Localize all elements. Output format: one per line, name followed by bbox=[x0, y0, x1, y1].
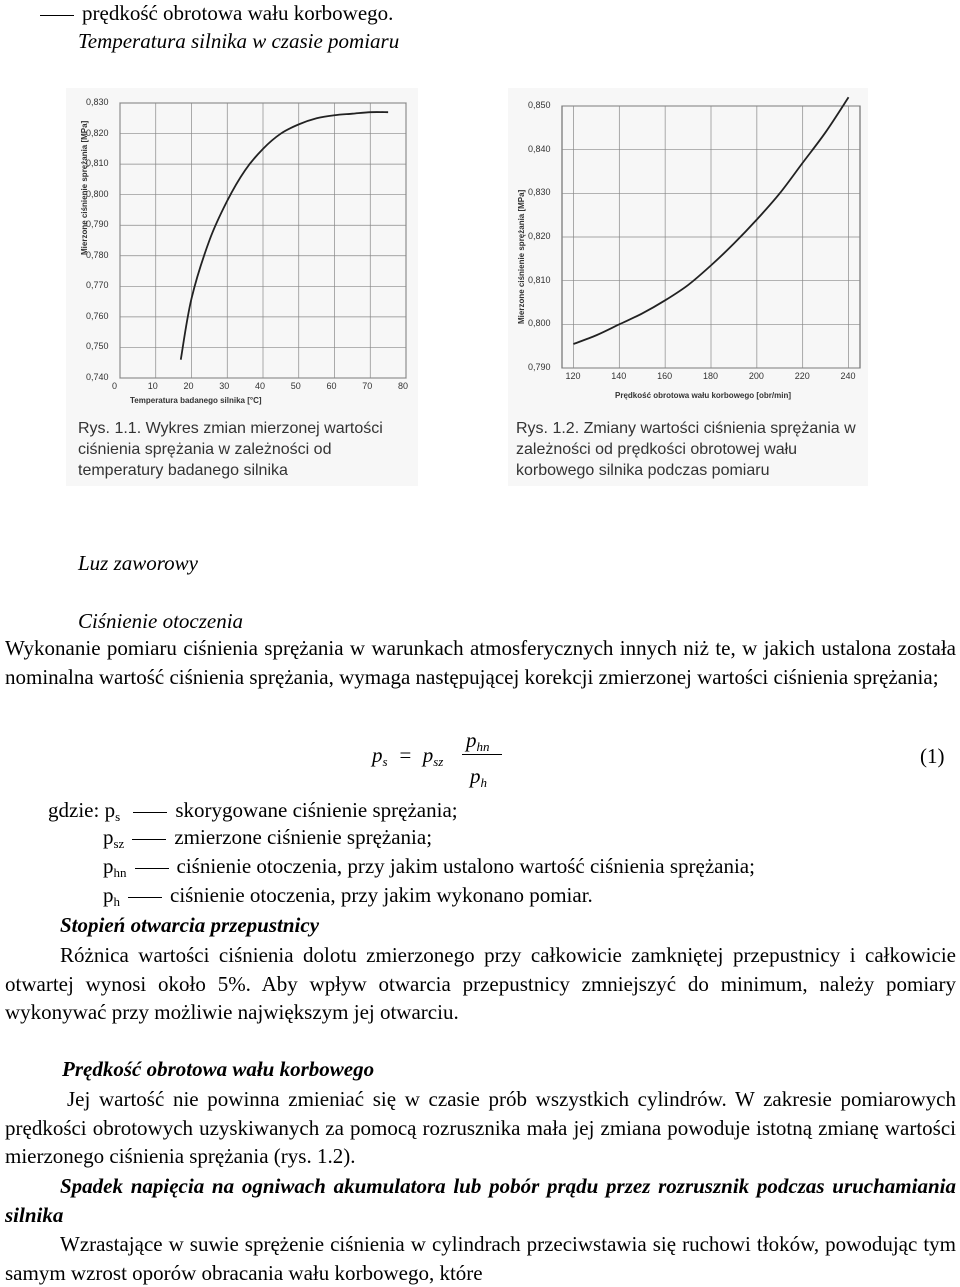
figure-1-chart bbox=[66, 88, 418, 418]
definition-symbol-sub: hn bbox=[113, 865, 127, 880]
definition-symbol-letter: p bbox=[103, 854, 114, 878]
y-tick-label: 0,790 bbox=[528, 362, 551, 372]
figure-2-y-axis-label: Mierzone ciśnienie sprężania [MPa] bbox=[517, 189, 526, 324]
ambient-pressure-heading: Ciśnienie otoczenia bbox=[78, 609, 244, 633]
where-prefix: gdzie: bbox=[48, 798, 100, 822]
dash-mark bbox=[132, 839, 166, 840]
voltage-drop-text: Wzrastające w suwie sprężenie ciśnienia w cylindrach przeciwstawia się ruchowi tłoków, powodując tym samym wzrost oporów obracania wału korbowego, które bbox=[5, 1232, 956, 1285]
throttle-heading: Stopień otwarcia przepustnicy bbox=[60, 913, 320, 937]
formula-denominator: $p_h$ bbox=[470, 764, 487, 790]
y-tick-label: 0,820 bbox=[86, 127, 109, 138]
x-tick-label: 160 bbox=[657, 371, 673, 381]
y-tick-label: 0,790 bbox=[86, 219, 109, 230]
y-tick-label: 0,750 bbox=[86, 341, 109, 352]
crank-speed-text: Jej wartość nie powinna zmieniać się w czasie prób wszystkich cylindrów. W zakresie pomiarowych prędkości obrotowych uzyskiwanych za pomocą rozrusznika mała jej zmiana powoduje istotną zmianę wartości mierzonego ciśnienia sprężania (rys. 1.2). bbox=[5, 1087, 956, 1169]
throttle-text: Różnica wartości ciśnienia dolotu zmierzonego przy całkowicie zamkniętej przepustnicy i całkowicie otwartej wynosi około 5%. Aby wpływ otwarcia przepustnicy zmniejszyć do minimum, należy pomiary wykonywać przy możliwie największym jej otwarciu. bbox=[5, 943, 956, 1025]
y-tick-label: 0,770 bbox=[86, 280, 109, 291]
definition-symbol bbox=[105, 798, 126, 822]
x-tick-label: 0 bbox=[112, 381, 118, 391]
y-tick-label: 0,810 bbox=[528, 274, 551, 285]
x-tick-label: 80 bbox=[398, 381, 409, 391]
figure-1-y-axis-label: Mierzone ciśnienie sprężania [MPa] bbox=[80, 120, 89, 255]
y-tick-label: 0,800 bbox=[528, 318, 551, 329]
temperature-heading: Temperatura silnika w czasie pomiaru bbox=[78, 29, 400, 53]
formula-numerator: $p_{hn}$ bbox=[466, 728, 490, 754]
y-tick-label: 0,740 bbox=[86, 372, 109, 382]
x-tick-label: 50 bbox=[290, 381, 301, 391]
y-tick-label: 0,820 bbox=[528, 231, 551, 241]
y-tick-label: 0,850 bbox=[528, 100, 551, 110]
definition-symbol-letter: p bbox=[104, 798, 116, 822]
x-tick-label: 20 bbox=[183, 381, 194, 391]
y-tick-label: 0,830 bbox=[528, 187, 551, 198]
x-tick-label: 220 bbox=[794, 371, 810, 381]
figure-1-x-axis-label: Temperatura badanego silnika [°C] bbox=[130, 396, 262, 405]
y-tick-label: 0,810 bbox=[86, 158, 109, 169]
y-tick-label: 0,840 bbox=[528, 143, 551, 154]
x-tick-label: 140 bbox=[611, 371, 627, 381]
definition-text: ciśnienie otoczenia, przy jakim wykonano pomiar. bbox=[170, 883, 593, 907]
crank-speed-heading: Prędkość obrotowa wału korbowego bbox=[62, 1057, 375, 1081]
definition-symbol-sub: s bbox=[115, 809, 121, 824]
figure-1-grid bbox=[120, 103, 406, 378]
x-tick-label: 10 bbox=[147, 381, 158, 391]
x-tick-label: 40 bbox=[255, 381, 266, 391]
x-tick-label: 120 bbox=[565, 371, 581, 381]
y-tick-label: 0,760 bbox=[86, 310, 109, 321]
x-tick-label: 60 bbox=[326, 381, 337, 391]
figure-2-caption: Rys. 1.2. Zmiany wartości ciśnienia sprężania w zależności od prędkości obrotowej wału korbowego silnika podczas pomiaru bbox=[516, 420, 856, 479]
definition-symbol-letter: p bbox=[103, 883, 114, 907]
definition-symbol-letter: p bbox=[103, 825, 114, 849]
y-tick-label: 0,830 bbox=[86, 97, 109, 107]
definition-4 bbox=[103, 882, 593, 915]
y-tick-label: 0,780 bbox=[86, 249, 109, 260]
definition-symbol-sub: sz bbox=[113, 836, 125, 851]
definition-text: ciśnienie otoczenia, przy jakim ustalono wartość ciśnienia sprężania; bbox=[176, 854, 755, 878]
x-tick-label: 70 bbox=[362, 381, 373, 391]
x-tick-label: 30 bbox=[219, 381, 230, 391]
dash-mark bbox=[133, 812, 167, 813]
figure-1-curve bbox=[181, 112, 388, 360]
dash-mark bbox=[128, 897, 162, 898]
bullet-item bbox=[40, 0, 393, 26]
formula-number: (1) bbox=[920, 744, 945, 768]
y-tick-label: 0,800 bbox=[86, 188, 109, 199]
figure-2-x-axis-label: Prędkość obrotowa wału korbowego [obr/min] bbox=[615, 391, 792, 400]
bullet-text: prędkość obrotowa wału korbowego. bbox=[82, 1, 394, 25]
voltage-drop-heading: Spadek napięcia na ogniwach akumulatora lub pobór prądu przez rozrusznik podczas uruchamiania silnika bbox=[5, 1174, 956, 1227]
formula-fraction-bar bbox=[462, 754, 502, 755]
x-tick-label: 200 bbox=[748, 371, 764, 381]
definition-symbol-sub: h bbox=[113, 894, 120, 909]
figure-2-chart bbox=[508, 88, 868, 418]
figure-1-caption: Rys. 1.1. Wykres zmian mierzonej wartości ciśnienia sprężania w zależności od temperatury badanego silnika bbox=[78, 420, 383, 479]
dash-mark bbox=[135, 868, 169, 869]
x-tick-label: 240 bbox=[840, 371, 856, 381]
valve-clearance-heading: Luz zaworowy bbox=[78, 551, 199, 575]
formula-lhs: $p_s = p_{sz}$ bbox=[372, 743, 444, 769]
dash-mark bbox=[40, 15, 74, 16]
ambient-pressure-text: Wykonanie pomiaru ciśnienia sprężania w warunkach atmosferycznych innych niż te, w jakich ustalona została nominalna wartość ciśnienia sprężania, wymaga następującej korekcji zmierzonej wartości ciśnienia sprężania; bbox=[5, 636, 956, 689]
definition-text: skorygowane ciśnienie sprężania; bbox=[175, 798, 458, 822]
definition-text: zmierzone ciśnienie sprężania; bbox=[174, 825, 433, 849]
x-tick-label: 180 bbox=[703, 371, 719, 381]
